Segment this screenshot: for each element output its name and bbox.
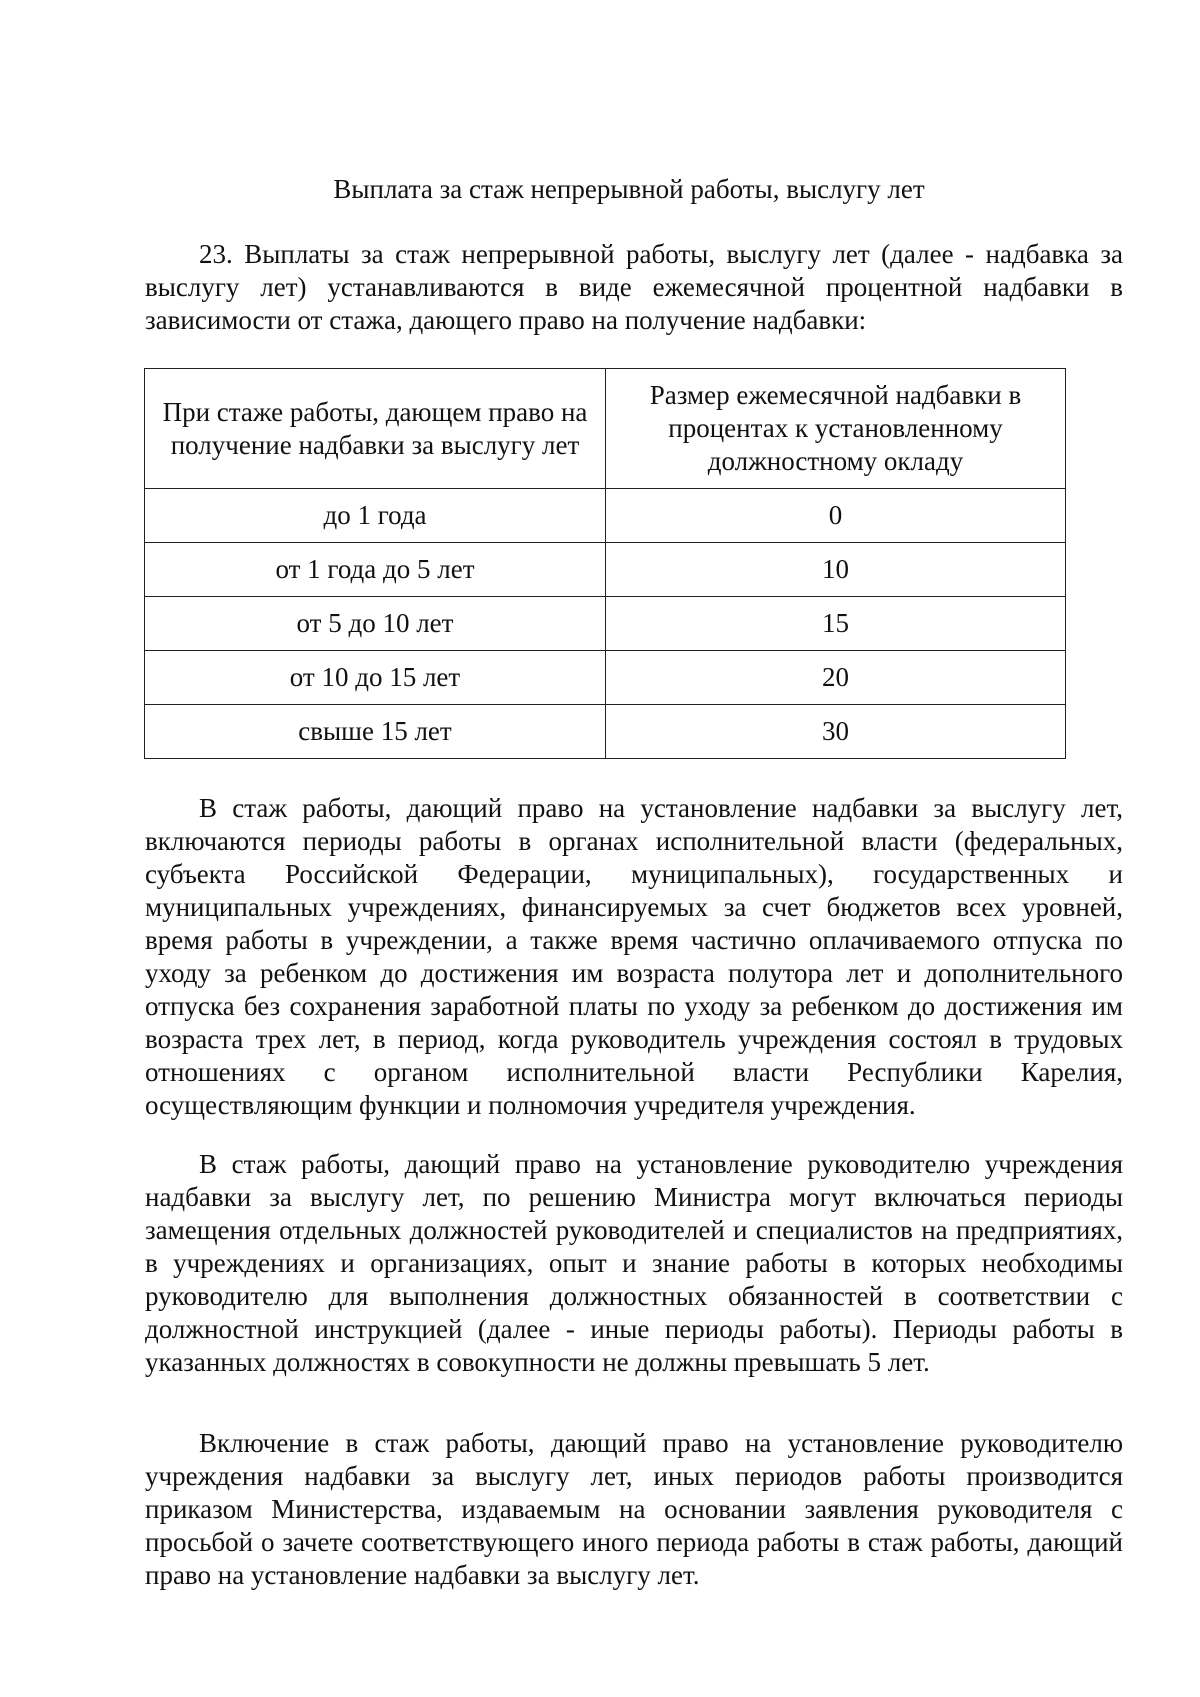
cell-period: до 1 года [145,489,606,543]
table-row [145,489,1066,543]
cell-period: от 1 года до 5 лет [145,543,606,597]
table-row [145,597,1066,651]
table-row [145,651,1066,705]
header-work-experience: При стаже работы, дающем право на получение надбавки за выслугу лет [145,369,606,489]
cell-percent: 30 [606,705,1066,759]
header-bonus-percent: Размер ежемесячной надбавки в процентах к установленному должностному окладу [606,369,1066,489]
paragraph-inclusion-order: Включение в стаж работы, дающий право на установление руководителю учреждения надбавки за выслугу лет, иных периодов работы производится приказом Министерства, издаваемым на основании заявления руководителя с просьбой о зачете соответствующего иного периода работы в стаж работы, дающий право на установление надбавки за выслугу лет. [145,1428,1123,1590]
paragraph-intro: 23. Выплаты за стаж непрерывной работы, выслугу лет (далее - надбавка за выслугу лет) устанавливаются в виде ежемесячной процентной надбавки в зависимости от стажа, дающего право на получение надбавки: [145,239,1123,335]
section-title: Выплата за стаж непрерывной работы, выслугу лет [333,174,925,204]
cell-percent: 10 [606,543,1066,597]
cell-percent: 0 [606,489,1066,543]
cell-percent: 20 [606,651,1066,705]
paragraph-manager-periods: В стаж работы, дающий право на установление руководителю учреждения надбавки за выслугу лет, по решению Министра могут включаться периоды замещения отдельных должностей руководителей и специалистов на предприятиях, в учреждениях и организациях, опыт и знание работы в которых необходимы руководителю для выполнения должностных обязанностей в соответствии с должностной инструкцией (далее - иные периоды работы). Периоды работы в указанных должностях в совокупности не должны превышать 5 лет. [145,1149,1123,1377]
cell-period: от 5 до 10 лет [145,597,606,651]
cell-period: свыше 15 лет [145,705,606,759]
seniority-bonus-table [144,368,1066,759]
table-row [145,543,1066,597]
table-row [145,705,1066,759]
paragraph-service-periods: В стаж работы, дающий право на установление надбавки за выслугу лет, включаются периоды работы в органах исполнительной власти (федеральных, субъекта Российской Федерации, муниципальных), государственных и муниципальных учреждениях, финансируемых за счет бюджетов всех уровней, время работы в учреждении, а также время частично оплачиваемого отпуска по уходу за ребенком до достижения им возраста полутора лет и дополнительного отпуска без сохранения заработной платы по уходу за ребенком до достижения им возраста трех лет, в период, когда руководитель учреждения состоял в трудовых отношениях с органом исполнительной власти Республики Карелия, осуществляющим функции и полномочия учредителя учреждения. [145,793,1123,1120]
cell-period: от 10 до 15 лет [145,651,606,705]
table-header-row [145,369,1066,489]
cell-percent: 15 [606,597,1066,651]
